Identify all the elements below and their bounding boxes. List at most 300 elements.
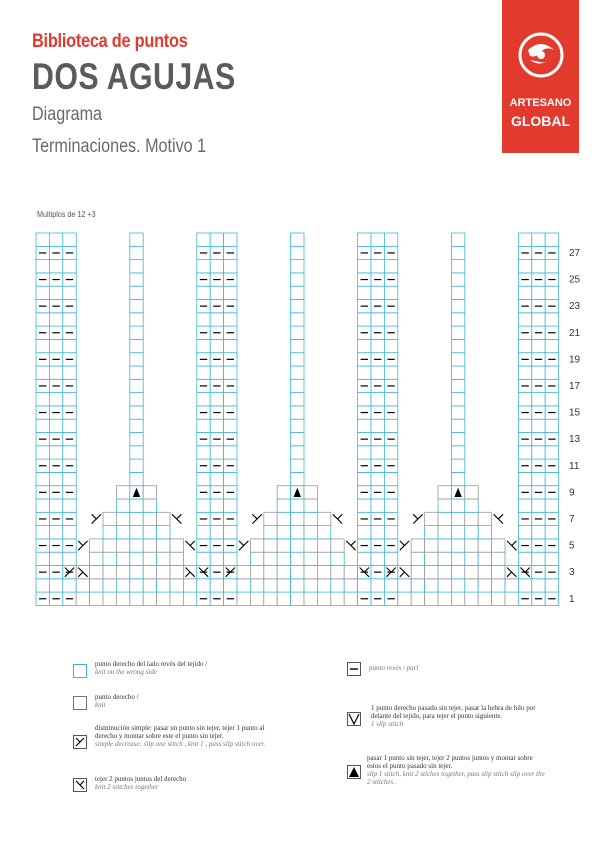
chart-cell: [331, 539, 344, 552]
legend-text-en: knit: [95, 701, 106, 709]
k2tog-mark: [507, 541, 516, 550]
chart-cell: [210, 446, 223, 459]
chart-cell: [291, 459, 304, 472]
chart-cell: [197, 419, 210, 432]
chart-cell: [425, 512, 438, 525]
chart-cell: [130, 339, 143, 352]
chart-cell: [492, 552, 505, 565]
chart-cell: [425, 592, 438, 605]
chart-cell: [277, 539, 290, 552]
legend-wrong-side-knit: [95, 660, 295, 676]
chart-cell: [451, 539, 464, 552]
chart-cell: [277, 579, 290, 592]
chart-cell: [358, 419, 371, 432]
legend-text-en: simple decrease: slip one stitch , knit 1 , pass slip stitch over.: [95, 740, 266, 748]
chart-cell: [63, 286, 76, 299]
chart-cell: [545, 286, 558, 299]
chart-cell: [291, 313, 304, 326]
chart-cell: [63, 526, 76, 539]
chart-cell: [451, 566, 464, 579]
chart-cell: [63, 233, 76, 246]
chart-cell: [130, 592, 143, 605]
chart-cell: [384, 579, 397, 592]
chart-cell: [36, 419, 49, 432]
chart-cell: [170, 566, 183, 579]
chart-cell: [143, 526, 156, 539]
chart-cell: [451, 233, 464, 246]
wrong-side-knit-symbol-icon: [73, 664, 87, 683]
chart-cell: [116, 499, 129, 512]
chart-cell: [545, 552, 558, 565]
chart-cell: [438, 579, 451, 592]
chart-cell: [49, 339, 62, 352]
chart-cell: [492, 592, 505, 605]
chart-cell: [358, 313, 371, 326]
chart-cell: [49, 526, 62, 539]
chart-cell: [116, 486, 129, 499]
chart-cell: [116, 552, 129, 565]
chart-cell: [358, 393, 371, 406]
chart-cell: [264, 552, 277, 565]
chart-cell: [518, 499, 531, 512]
chart-cell: [143, 552, 156, 565]
chart-cell: [304, 539, 317, 552]
legend-text: tejer 2 puntos juntos del derecho: [95, 775, 187, 783]
chart-cell: [371, 366, 384, 379]
brand-line2: GLOBAL: [510, 113, 571, 129]
chart-cell: [532, 499, 545, 512]
chart-cell: [465, 566, 478, 579]
chart-cell: [130, 393, 143, 406]
chart-cell: [130, 459, 143, 472]
chart-cell: [197, 260, 210, 273]
k2tog-mark: [333, 514, 342, 523]
chart-cell: [518, 579, 531, 592]
row-number: 21: [569, 327, 581, 339]
chart-cell: [384, 446, 397, 459]
chart-cell: [36, 393, 49, 406]
chart-cell: [49, 260, 62, 273]
ssk-mark: [400, 541, 409, 550]
chart-cell: [90, 539, 103, 552]
ssk-mark: [413, 514, 422, 523]
chart-cell: [130, 273, 143, 286]
chart-cell: [157, 552, 170, 565]
chart-cell: [250, 552, 263, 565]
row-number: 11: [569, 460, 580, 472]
chart-cell: [371, 446, 384, 459]
chart-cell: [224, 446, 237, 459]
chart-cell: [451, 419, 464, 432]
chart-cell: [304, 552, 317, 565]
chart-cell: [465, 539, 478, 552]
chart-cell: [36, 446, 49, 459]
chart-cell: [451, 472, 464, 485]
chart-cell: [291, 406, 304, 419]
chart-cell: [317, 566, 330, 579]
chart-cell: [116, 539, 129, 552]
chart-cell: [465, 592, 478, 605]
chart-cell: [358, 472, 371, 485]
chart-cell: [157, 512, 170, 525]
chart-cell: [291, 539, 304, 552]
chart-cell: [532, 419, 545, 432]
chart-cell: [331, 566, 344, 579]
chart-cell: [130, 260, 143, 273]
row-number: 9: [569, 487, 575, 499]
chart-cell: [371, 579, 384, 592]
chart-cell: [143, 592, 156, 605]
chart-cell: [183, 579, 196, 592]
chart-cell: [371, 339, 384, 352]
chart-cell: [545, 419, 558, 432]
chart-cell: [398, 592, 411, 605]
chart-cell: [411, 579, 424, 592]
chart-cell: [518, 313, 531, 326]
chart-cell: [130, 246, 143, 259]
chart-cell: [224, 366, 237, 379]
row-number: 3: [569, 567, 575, 579]
chart-cell: [210, 419, 223, 432]
chart-cell: [130, 433, 143, 446]
chart-cell: [532, 472, 545, 485]
chart-cell: [371, 286, 384, 299]
chart-cell: [465, 512, 478, 525]
chart-cell: [63, 260, 76, 273]
chart-cell: [425, 539, 438, 552]
chart-cell: [518, 446, 531, 459]
chart-cell: [103, 539, 116, 552]
chart-cell: [63, 393, 76, 406]
chart-cell: [358, 446, 371, 459]
chart-cell: [384, 233, 397, 246]
chart-cell: [210, 286, 223, 299]
chart-cell: [210, 366, 223, 379]
chart-cell: [478, 552, 491, 565]
chart-cell: [49, 552, 62, 565]
chart-cell: [49, 393, 62, 406]
chart-cell: [317, 512, 330, 525]
chart-cell: [264, 592, 277, 605]
chart-cell: [224, 233, 237, 246]
chart-cell: [451, 353, 464, 366]
legend-text: disminución simple: pasar un punto sin tejer, tejer 1 punto al derecho y montar sobre este el punto sin tejer.: [95, 724, 265, 740]
chart-cell: [358, 339, 371, 352]
chart-cell: [224, 260, 237, 273]
chart-cell: [49, 366, 62, 379]
chart-cell: [478, 566, 491, 579]
chart-cell: [49, 313, 62, 326]
chart-cell: [197, 499, 210, 512]
chart-cell: [518, 339, 531, 352]
chart-cell: [411, 552, 424, 565]
k2tog-mark: [494, 514, 503, 523]
chart-cell: [264, 539, 277, 552]
chart-cell: [518, 233, 531, 246]
row-number: 1: [569, 593, 575, 605]
chart-cell: [532, 579, 545, 592]
legend-text: punto derecho /: [95, 693, 139, 701]
chart-cell: [63, 552, 76, 565]
legend-text: pasar 1 punto sin tejer, tejer 2 puntos juntos y montar sobre estos el punto pasado sin tejer.: [367, 754, 533, 770]
chart-cell: [130, 579, 143, 592]
chart-cell: [451, 459, 464, 472]
chart-cell: [224, 313, 237, 326]
chart-cell: [545, 313, 558, 326]
chart-cell: [451, 379, 464, 392]
chart-cell: [63, 472, 76, 485]
chart-cell: [291, 579, 304, 592]
chart-cell: [451, 433, 464, 446]
chart-cell: [411, 539, 424, 552]
chart-cell: [103, 552, 116, 565]
chart-cell: [291, 526, 304, 539]
chart-cell: [358, 286, 371, 299]
chart-cell: [224, 526, 237, 539]
chart-cell: [49, 579, 62, 592]
chart-cell: [157, 592, 170, 605]
chart-cell: [451, 499, 464, 512]
ssk-mark: [239, 541, 248, 550]
chart-cell: [384, 499, 397, 512]
chart-cell: [130, 326, 143, 339]
chart-cell: [358, 526, 371, 539]
chart-cell: [451, 339, 464, 352]
chart-cell: [425, 526, 438, 539]
chart-cell: [197, 233, 210, 246]
chart-cell: [438, 486, 451, 499]
chart-cell: [532, 393, 545, 406]
chart-cell: [277, 526, 290, 539]
row-number: 25: [569, 274, 581, 286]
chart-cell: [116, 579, 129, 592]
chart-cell: [451, 446, 464, 459]
chart-cell: [384, 419, 397, 432]
chart-cell: [492, 539, 505, 552]
ssk-mark: [252, 514, 261, 523]
chart-cell: [344, 579, 357, 592]
chart-cell: [438, 499, 451, 512]
chart-cell: [371, 419, 384, 432]
chart-cell: [518, 419, 531, 432]
chart-cell: [331, 592, 344, 605]
chart-cell: [317, 552, 330, 565]
chart-cell: [90, 592, 103, 605]
chart-cell: [451, 286, 464, 299]
chart-cell: [76, 579, 89, 592]
chart-cell: [130, 366, 143, 379]
chart-cell: [197, 472, 210, 485]
chart-cell: [478, 512, 491, 525]
chart-cell: [224, 419, 237, 432]
chart-cell: [264, 512, 277, 525]
chart-cell: [143, 539, 156, 552]
chart-cell: [451, 326, 464, 339]
chart-cell: [545, 472, 558, 485]
brand-line1: ARTESANO: [509, 97, 572, 109]
chart-cell: [250, 579, 263, 592]
chart-cell: [264, 526, 277, 539]
chart-cell: [210, 472, 223, 485]
chart-cell: [532, 233, 545, 246]
chart-cell: [532, 526, 545, 539]
chart-cell: [224, 472, 237, 485]
chart-cell: [210, 313, 223, 326]
chart-cell: [451, 246, 464, 259]
chart-cell: [224, 499, 237, 512]
chart-cell: [478, 579, 491, 592]
chart-cell: [291, 353, 304, 366]
chart-cell: [518, 260, 531, 273]
chart-cell: [157, 526, 170, 539]
chart-cell: [103, 592, 116, 605]
chart-cell: [304, 566, 317, 579]
chart-cell: [197, 446, 210, 459]
chart-cell: [130, 286, 143, 299]
chart-cell: [384, 393, 397, 406]
chart-cell: [157, 579, 170, 592]
legend-text-en: slip 1 stitch, knit 2 stiches together, pass slip stitch slip over the 2 stitches .: [367, 770, 545, 786]
row-number: 5: [569, 540, 575, 552]
chart-cell: [224, 579, 237, 592]
chart-cell: [518, 286, 531, 299]
chart-cell: [384, 286, 397, 299]
chart-cell: [398, 579, 411, 592]
chart-cell: [143, 486, 156, 499]
chart-cell: [76, 592, 89, 605]
row-number: 13: [569, 434, 581, 446]
chart-cell: [264, 579, 277, 592]
chart-cell: [545, 393, 558, 406]
chart-cell: [411, 592, 424, 605]
chart-cell: [545, 260, 558, 273]
section-subtitle: Diagrama: [32, 104, 103, 125]
chart-cell: [291, 233, 304, 246]
chart-cell: [304, 486, 317, 499]
chart-cell: [103, 526, 116, 539]
chart-cell: [36, 499, 49, 512]
chart-cell: [237, 592, 250, 605]
chart-cell: [545, 339, 558, 352]
chart-cell: [210, 260, 223, 273]
chart-cell: [36, 286, 49, 299]
chart-cell: [63, 419, 76, 432]
chart-cell: [331, 579, 344, 592]
chart-cell: [63, 446, 76, 459]
chart-cell: [197, 552, 210, 565]
chart-cell: [425, 566, 438, 579]
chart-cell: [438, 512, 451, 525]
row-number: 27: [569, 247, 581, 259]
chart-cell: [492, 566, 505, 579]
chart-cell: [130, 379, 143, 392]
chart-cell: [49, 499, 62, 512]
chart-cell: [317, 526, 330, 539]
purl-symbol-icon: [347, 662, 361, 681]
legend-purl: [369, 664, 519, 672]
chart-cell: [532, 260, 545, 273]
chart-cell: [36, 313, 49, 326]
chart-cell: [478, 526, 491, 539]
chart-cell: [384, 260, 397, 273]
legend-knit: [95, 693, 295, 709]
legend-ssk: [95, 724, 285, 748]
chart-cell: [518, 366, 531, 379]
legend-text-en: knit on the wrong side: [95, 668, 157, 676]
chart-cell: [170, 552, 183, 565]
chart-cell: [465, 552, 478, 565]
ssk-symbol-icon: [73, 735, 87, 754]
chart-cell: [344, 566, 357, 579]
chart-cell: [358, 233, 371, 246]
chart-cell: [130, 472, 143, 485]
chart-cell: [143, 512, 156, 525]
chart-cell: [250, 592, 263, 605]
chart-cell: [451, 260, 464, 273]
ssk-mark: [78, 541, 87, 550]
chart-cell: [291, 273, 304, 286]
chart-cell: [371, 260, 384, 273]
chart-cell: [170, 579, 183, 592]
legend-sk2p: [367, 754, 547, 786]
chart-cell: [116, 526, 129, 539]
k2tog-symbol-icon: [73, 778, 87, 797]
chart-cell: [425, 579, 438, 592]
chart-cell: [130, 446, 143, 459]
multiples-label: Multiplos de 12 +3: [37, 210, 96, 219]
chart-cell: [237, 566, 250, 579]
chart-cell: [210, 552, 223, 565]
chart-cell: [103, 512, 116, 525]
chart-cell: [505, 592, 518, 605]
chart-cell: [384, 472, 397, 485]
chart-cell: [224, 339, 237, 352]
chart-cell: [451, 526, 464, 539]
chart-cell: [36, 472, 49, 485]
chart-cell: [49, 419, 62, 432]
chart-cell: [451, 512, 464, 525]
chart-cell: [291, 499, 304, 512]
chart-cell: [291, 566, 304, 579]
chart-cell: [291, 472, 304, 485]
k2tog-mark: [346, 541, 355, 550]
chart-cell: [384, 366, 397, 379]
chart-cell: [291, 393, 304, 406]
chart-cell: [291, 379, 304, 392]
chart-cell: [291, 552, 304, 565]
chart-cell: [36, 552, 49, 565]
chart-cell: [384, 552, 397, 565]
chart-cell: [465, 526, 478, 539]
chart-cell: [143, 579, 156, 592]
legend-text-en: knit 2 stitches together: [95, 783, 159, 791]
chart-cell: [545, 526, 558, 539]
chart-cell: [197, 339, 210, 352]
chart-cell: [304, 579, 317, 592]
chart-cell: [49, 233, 62, 246]
chart-cell: [371, 552, 384, 565]
chart-cell: [545, 579, 558, 592]
chart-cell: [210, 579, 223, 592]
chart-cell: [130, 566, 143, 579]
chart-cell: [438, 539, 451, 552]
chart-cell: [130, 526, 143, 539]
row-number: 23: [569, 301, 581, 313]
chart-cell: [317, 579, 330, 592]
page-title: DOS AGUJAS: [32, 56, 236, 97]
chart-cell: [344, 592, 357, 605]
chart-cell: [130, 233, 143, 246]
